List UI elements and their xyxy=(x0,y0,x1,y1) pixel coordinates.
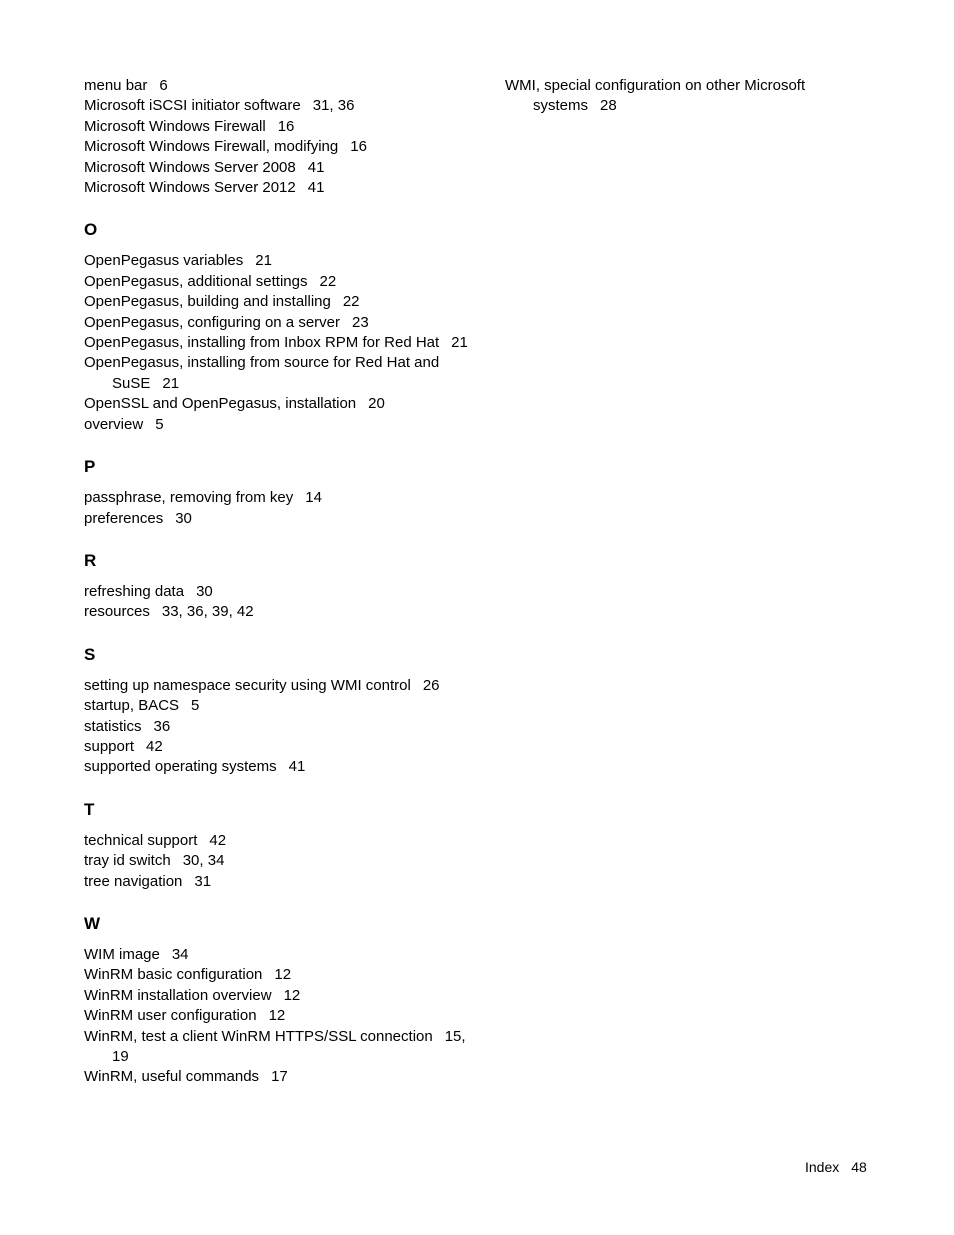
index-entry: supported operating systems 41 xyxy=(84,758,306,776)
index-entry: startup, BACS 5 xyxy=(84,697,200,715)
index-entry: Microsoft iSCSI initiator software 31, 36 xyxy=(84,97,355,115)
section-s xyxy=(84,645,484,778)
index-entry: OpenPegasus variables 21 xyxy=(84,252,272,270)
section-letter: R xyxy=(84,550,97,570)
section-t xyxy=(84,800,484,892)
index-entry: Microsoft Windows Firewall 16 xyxy=(84,117,295,135)
index-entry: refreshing data 30 xyxy=(84,582,213,600)
index-entry: OpenPegasus, building and installing 22 xyxy=(84,293,360,311)
index-entry: setting up namespace security using WMI control 26 xyxy=(84,676,440,694)
index-entry: statistics 36 xyxy=(84,717,171,735)
section-letter: P xyxy=(84,457,96,477)
index-entry: WMI, special configuration on other Microsoft systems 28 xyxy=(505,77,806,115)
index-column-left xyxy=(84,76,484,1088)
section-letter: T xyxy=(84,799,95,819)
index-entry: OpenPegasus, installing from source for Red Hat and SuSE 21 xyxy=(84,354,440,392)
page-number: 48 xyxy=(851,1159,867,1175)
index-entry: OpenPegasus, additional settings 22 xyxy=(84,272,337,290)
section-r xyxy=(84,551,484,623)
section-letter: S xyxy=(84,644,96,664)
index-entry: WIM image 34 xyxy=(84,945,189,963)
index-entry: resources 33, 36, 39, 42 xyxy=(84,603,254,621)
section-o xyxy=(84,220,484,435)
index-entry: tray id switch 30, 34 xyxy=(84,852,225,870)
section-letter: W xyxy=(84,913,101,933)
section-p xyxy=(84,457,484,529)
index-entry: Microsoft Windows Firewall, modifying 16 xyxy=(84,138,367,156)
index-entry: support 42 xyxy=(84,737,163,755)
index-entry: WinRM basic configuration 12 xyxy=(84,966,292,984)
index-entry: tree navigation 31 xyxy=(84,872,212,890)
index-entry: OpenPegasus, installing from Inbox RPM for Red Hat 21 xyxy=(84,334,468,352)
footer-label: Index xyxy=(805,1159,840,1175)
index-entry: Microsoft Windows Server 2008 41 xyxy=(84,158,325,176)
index-entry: preferences 30 xyxy=(84,509,192,527)
index-entry: menu bar 6 xyxy=(84,77,168,94)
page-footer xyxy=(805,1158,867,1176)
index-entry: WinRM user configuration 12 xyxy=(84,1007,286,1025)
index-column-right xyxy=(505,76,865,117)
index-entry: technical support 42 xyxy=(84,831,227,849)
index-entry: overview 5 xyxy=(84,415,164,433)
index-entry: OpenSSL and OpenPegasus, installation 20 xyxy=(84,395,385,413)
index-entry: WinRM installation overview 12 xyxy=(84,986,301,1004)
section-letter: O xyxy=(84,220,98,240)
index-entry: OpenPegasus, configuring on a server 23 xyxy=(84,313,369,331)
continued-entries xyxy=(84,76,484,198)
index-entry: passphrase, removing from key 14 xyxy=(84,489,322,507)
index-entry: WinRM, test a client WinRM HTTPS/SSL connection 15, 19 xyxy=(84,1027,466,1065)
index-entry: Microsoft Windows Server 2012 41 xyxy=(84,179,325,197)
section-w xyxy=(84,914,484,1088)
index-entry: WinRM, useful commands 17 xyxy=(84,1068,288,1086)
